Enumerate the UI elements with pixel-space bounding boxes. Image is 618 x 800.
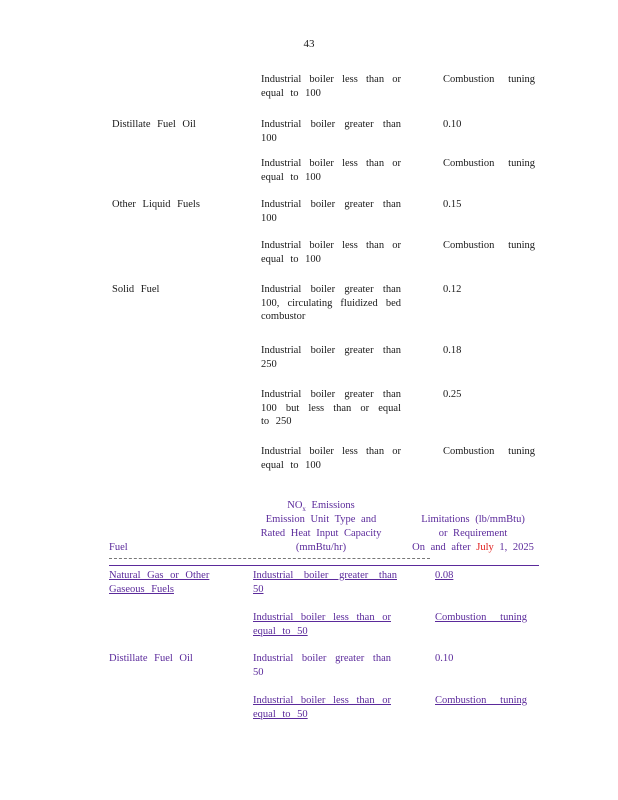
header-fuel-label: Fuel	[109, 542, 128, 553]
row-description: Industrial boiler greater than 100 but less than or equal to 250	[261, 389, 401, 427]
header-nox-title: $NO_x$ Emissions	[287, 500, 355, 514]
row-limit: 0.10	[435, 653, 454, 664]
row-fuel: Distillate Fuel Oil	[109, 653, 193, 664]
header-limit-line2: or Requirement	[438, 528, 508, 539]
header-unit-line1: Emission Unit Type and	[265, 514, 377, 525]
highlighted-month: July	[476, 542, 494, 553]
row-description: Industrial boiler less than or equal to 50	[253, 695, 391, 720]
row-limit: 0.08	[435, 570, 454, 581]
row-description: Industrial boiler greater than 50	[253, 570, 397, 595]
row-description: Industrial boiler less than or equal to 50	[253, 612, 391, 637]
row-limit: 0.25	[443, 389, 462, 400]
row-limit: Combustion tuning	[443, 240, 535, 251]
header-unit-line3: (mmBtu/hr)	[295, 542, 347, 553]
row-limit: Combustion tuning	[435, 612, 527, 623]
page-number: 43	[303, 38, 315, 50]
row-fuel: Distillate Fuel Oil	[112, 119, 196, 130]
header-limit-line3: On and after July 1, 2025	[412, 542, 534, 553]
row-limit: 0.18	[443, 345, 462, 356]
row-description: Industrial boiler greater than 100	[261, 199, 401, 224]
row-limit: 0.15	[443, 199, 462, 210]
row-limit: Combustion tuning	[443, 446, 535, 457]
row-limit: Combustion tuning	[443, 158, 535, 169]
row-limit: 0.12	[443, 284, 462, 295]
row-description: Industrial boiler greater than 100	[261, 119, 401, 144]
row-description: Industrial boiler less than or equal to 100	[261, 74, 401, 99]
row-fuel: Other Liquid Fuels	[112, 199, 200, 210]
row-fuel: Solid Fuel	[112, 284, 160, 295]
row-description: Industrial boiler less than or equal to 100	[261, 158, 401, 183]
header-dashed-rule	[109, 558, 430, 559]
row-limit: Combustion tuning	[443, 74, 535, 85]
row-limit: Combustion tuning	[435, 695, 527, 706]
row-description: Industrial boiler less than or equal to 100	[261, 240, 401, 265]
row-fuel: Natural Gas or Other Gaseous Fuels	[109, 570, 210, 595]
row-description: Industrial boiler greater than 50	[253, 653, 391, 678]
header-limit-line1: Limitations (lb/mmBtu)	[421, 514, 525, 525]
row-description: Industrial boiler greater than 250	[261, 345, 401, 370]
row-description: Industrial boiler greater than 100, circulating fluidized bed combustor	[261, 284, 401, 322]
row-limit: 0.10	[443, 119, 462, 130]
header-unit-line2: Rated Heat Input Capacity	[260, 528, 382, 539]
row-description: Industrial boiler less than or equal to 100	[261, 446, 401, 471]
header-bottom-rule	[109, 565, 539, 566]
